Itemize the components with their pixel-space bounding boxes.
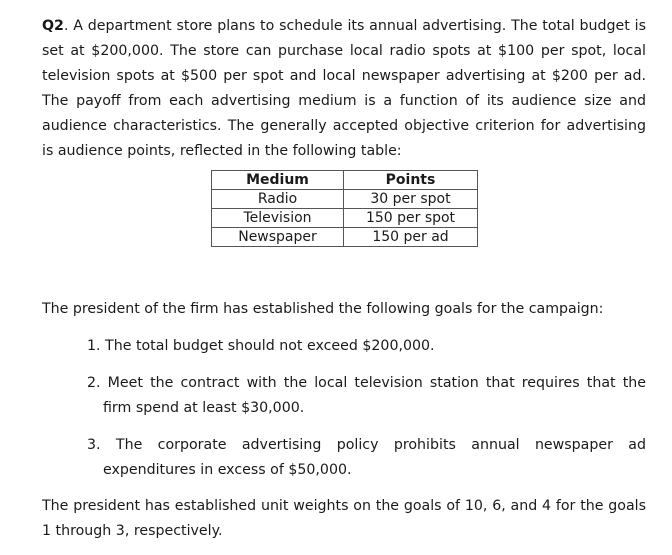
goals-list [87, 334, 646, 495]
closing-paragraph: The president has established unit weights on the goals of 10, 6, and 4 for the goals 1 through 3, respectively. [42, 498, 646, 539]
table-cell-medium: Radio [212, 190, 344, 209]
header-medium: Medium [212, 171, 344, 190]
table-cell-medium: Television [212, 209, 344, 228]
goal-item: 1. The total budget should not exceed $200,000. [87, 338, 435, 354]
table-row [212, 209, 478, 228]
question-intro: . A department store plans to schedule its annual advertising. The total budget is set at $200,000. The store can purchase local radio spots at $100 per spot, local television spots at $500 per spot and local newspaper advertising at $200 per ad. The payoff from each advertising medium is a function of its audience size and audience characteristics. The generally accepted objective criterion for advertising is audience points, reflected in the following table: [42, 18, 646, 159]
audience-points-table [211, 170, 478, 247]
goal-item: 2. Meet the contract with the local television station that requires that the firm spend at least $30,000. [87, 375, 646, 416]
table-cell-points: 30 per spot [344, 190, 478, 209]
table-row [212, 190, 478, 209]
goal-item: 3. The corporate advertising policy prohibits annual newspaper ad expenditures in excess of $50,000. [87, 437, 646, 478]
header-points: Points [344, 171, 478, 190]
table-cell-points: 150 per ad [344, 228, 478, 247]
table-row [212, 228, 478, 247]
document-page [42, 14, 646, 539]
goals-intro: The president of the firm has established the following goals for the campaign: [42, 301, 604, 317]
question-number: Q2 [42, 18, 64, 34]
table-cell-medium: Newspaper [212, 228, 344, 247]
question-paragraph [42, 14, 646, 164]
table-header-row [212, 171, 478, 190]
table-cell-points: 150 per spot [344, 209, 478, 228]
